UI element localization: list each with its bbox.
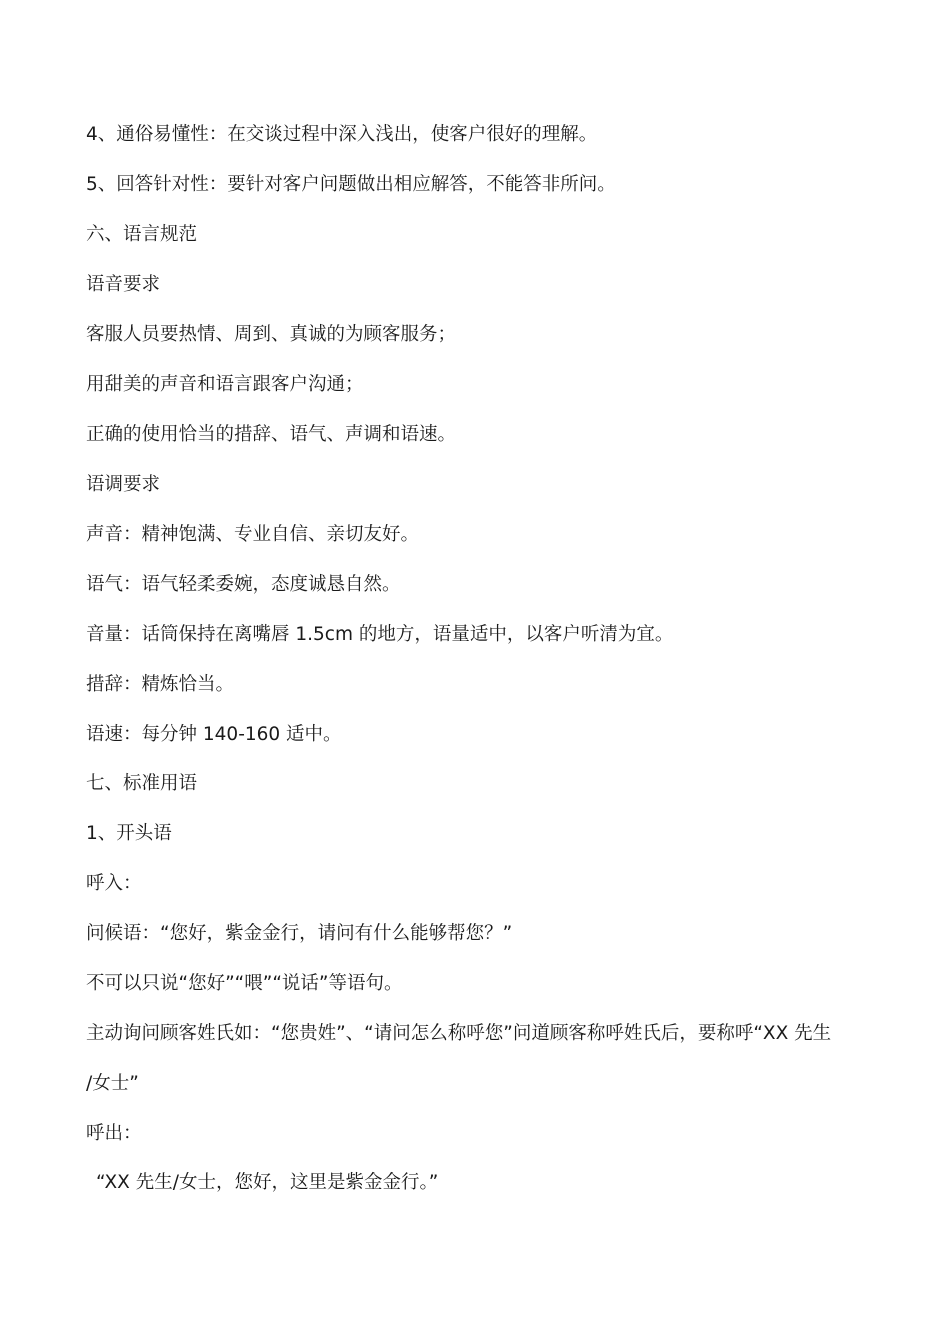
label-inbound: 呼入： bbox=[86, 873, 142, 894]
section-heading-standard-phrases: 七、标准用语 bbox=[86, 773, 198, 794]
paragraph-sweet-voice: 用甜美的声音和语言跟客户沟通； bbox=[86, 374, 364, 395]
paragraph-outbound-greeting: “XX 先生/女士，您好，这里是紫金金行。” bbox=[96, 1172, 439, 1193]
paragraph-proper-wording: 正确的使用恰当的措辞、语气、声调和语速。 bbox=[86, 424, 457, 445]
paragraph-volume: 音量：话筒保持在离嘴唇 1.5cm 的地方，语量适中，以客户听清为宜。 bbox=[86, 624, 674, 645]
paragraph-warm-service: 客服人员要热情、周到、真诚的为顾客服务； bbox=[86, 324, 457, 345]
section-heading-language-norms: 六、语言规范 bbox=[86, 224, 198, 245]
paragraph-forbidden-phrases: 不可以只说“您好”“喂”“说话”等语句。 bbox=[86, 973, 403, 994]
label-outbound: 呼出： bbox=[86, 1123, 142, 1144]
subheading-voice-requirements: 语音要求 bbox=[86, 274, 161, 295]
paragraph-comprehensibility: 4、通俗易懂性：在交谈过程中深入浅出，使客户很好的理解。 bbox=[86, 124, 598, 145]
paragraph-relevance: 5、回答针对性：要针对客户问题做出相应解答，不能答非所问。 bbox=[86, 174, 616, 195]
subheading-opening: 1、开头语 bbox=[86, 823, 172, 844]
paragraph-speed: 语速：每分钟 140-160 适中。 bbox=[86, 724, 342, 745]
paragraph-tone: 语气：语气轻柔委婉，态度诚恳自然。 bbox=[86, 574, 401, 595]
paragraph-wording: 措辞：精炼恰当。 bbox=[86, 674, 235, 695]
subheading-tone-requirements: 语调要求 bbox=[86, 474, 161, 495]
paragraph-sound: 声音：精神饱满、专业自信、亲切友好。 bbox=[86, 524, 420, 545]
paragraph-ask-surname-continued: /女士” bbox=[86, 1073, 139, 1094]
paragraph-greeting: 问候语：“您好，紫金金行，请问有什么能够帮您？” bbox=[86, 923, 513, 944]
paragraph-ask-surname: 主动询问顾客姓氏如：“您贵姓”、“请问怎么称呼您”问道顾客称呼姓氏后，要称呼“XX 先生 bbox=[86, 1023, 832, 1044]
